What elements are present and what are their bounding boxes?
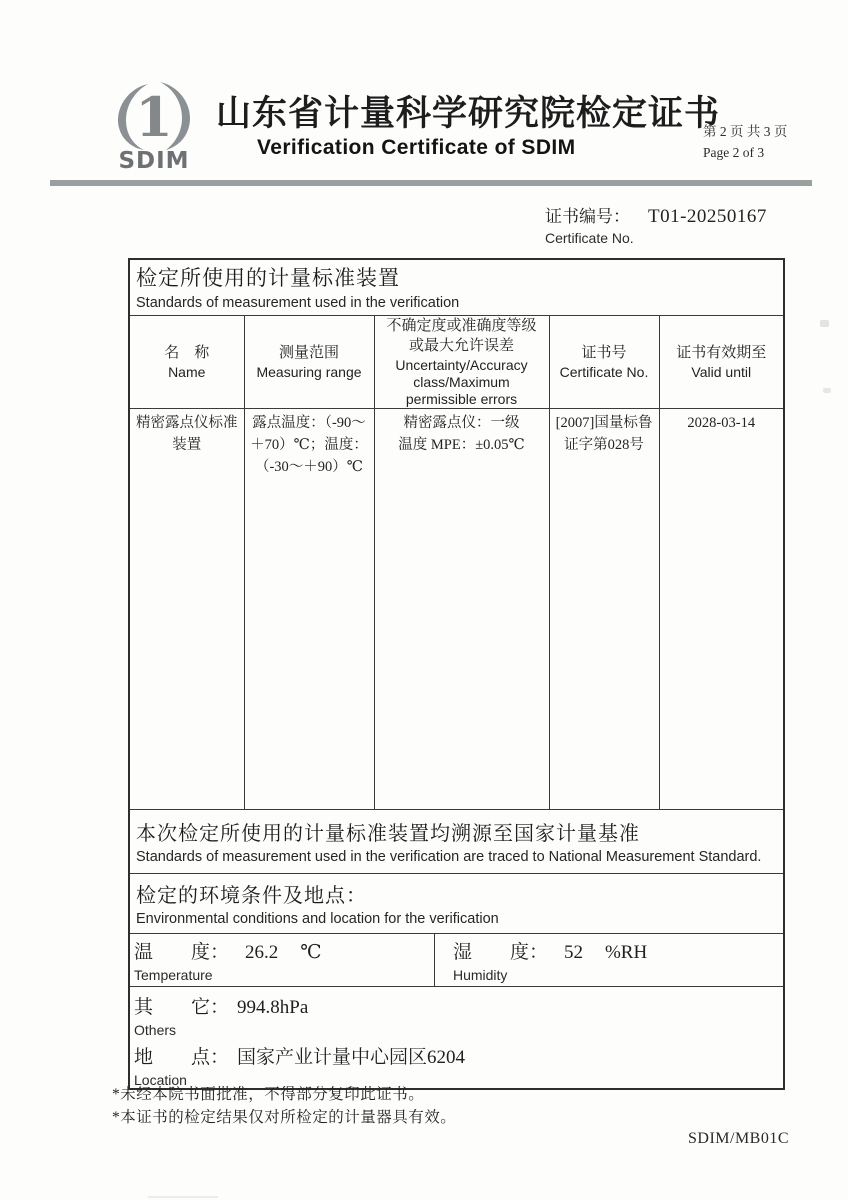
col-uncertainty-zh: 不确定度或准确度等级或最大允许误差 bbox=[386, 317, 537, 354]
location-value: 国家产业计量中心园区6204 bbox=[237, 1047, 466, 1069]
cell-valid-until bbox=[659, 409, 784, 810]
humidity-value: 52 bbox=[563, 942, 583, 964]
traceability-zh: 本次检定所使用的计量标准装置均溯源至国家计量基准 bbox=[136, 822, 640, 845]
col-header-valid bbox=[659, 316, 784, 409]
range-line3: （-30～＋90）℃ bbox=[254, 458, 364, 475]
col-certno-en: Certificate No. bbox=[559, 364, 649, 381]
environment-header-row bbox=[129, 874, 784, 934]
form-code: SDIM/MB01C bbox=[688, 1130, 790, 1147]
location-label-zh: 地 点： bbox=[134, 1047, 230, 1069]
accuracy-line1: 精密露点仪：一级 bbox=[403, 415, 520, 432]
certificate-number-label-zh: 证书编号： bbox=[545, 207, 630, 226]
cell-standard-certno bbox=[549, 409, 659, 810]
temperature-unit: ℃ bbox=[300, 942, 322, 964]
col-certno-zh: 证书号 bbox=[581, 343, 627, 361]
certificate-number-block bbox=[545, 202, 805, 246]
cell-accuracy bbox=[374, 409, 549, 810]
humidity-unit: %RH bbox=[604, 942, 648, 964]
range-line2: ＋70）℃；温度： bbox=[250, 436, 368, 453]
device-name-line1: 精密露点仪标准 bbox=[136, 415, 238, 432]
col-header-certno bbox=[549, 316, 659, 409]
humidity-cell bbox=[435, 934, 783, 986]
header-divider bbox=[50, 180, 812, 186]
temperature-label-en: Temperature bbox=[134, 967, 213, 984]
standard-certno-line2: 证字第028号 bbox=[564, 436, 644, 453]
logo-text: SDIM bbox=[118, 148, 190, 172]
humidity-label-zh: 湿 度： bbox=[452, 942, 548, 964]
standard-certno-line1: [2007]国量标鲁 bbox=[555, 415, 653, 432]
page-indicator-zh: 第 2 页 共 3 页 bbox=[703, 124, 788, 139]
range-line1: 露点温度：（-90～ bbox=[252, 415, 366, 432]
cell-device-name bbox=[129, 409, 244, 810]
standards-title-zh: 检定所使用的计量标准装置 bbox=[136, 267, 400, 290]
humidity-label-en: Humidity bbox=[452, 967, 508, 984]
environment-title-en: Environmental conditions and location for the verification bbox=[136, 910, 499, 927]
col-name-en: Name bbox=[168, 364, 206, 381]
page-subtitle: Verification Certificate of SDIM bbox=[257, 136, 576, 159]
footnote-2: *本证书的检定结果仅对所检定的计量器具有效。 bbox=[112, 1109, 457, 1127]
temp-humidity-row bbox=[129, 934, 784, 987]
temperature-value: 26.2 bbox=[245, 942, 279, 964]
valid-until-value: 2028-03-14 bbox=[687, 415, 756, 432]
col-header-range bbox=[244, 316, 374, 409]
scan-artifact bbox=[148, 1196, 218, 1198]
others-location-row bbox=[129, 987, 784, 1090]
traceability-en: Standards of measurement used in the verification are traced to National Measurement Standard. bbox=[136, 848, 762, 865]
temperature-label-zh: 温 度： bbox=[134, 942, 230, 964]
col-uncertainty-en: Uncertainty/Accuracy class/Maximum permissible errors bbox=[395, 357, 528, 408]
col-valid-en: Valid until bbox=[691, 364, 752, 381]
environment-title-zh: 检定的环境条件及地点： bbox=[136, 884, 367, 907]
standard-device-row bbox=[129, 409, 784, 810]
others-label-en: Others bbox=[134, 1022, 177, 1039]
col-header-uncertainty bbox=[374, 316, 549, 409]
accuracy-line2: 温度 MPE：±0.05℃ bbox=[398, 436, 525, 453]
certificate-number-label-en: Certificate No. bbox=[545, 230, 634, 246]
standards-title-en: Standards of measurement used in the verification bbox=[136, 295, 460, 311]
col-header-name bbox=[129, 316, 244, 409]
standards-section-header bbox=[129, 259, 784, 316]
footnotes bbox=[112, 1083, 456, 1130]
col-name-zh: 名 称 bbox=[164, 343, 210, 361]
footnote-1: *未经本院书面批准，不得部分复印此证书。 bbox=[112, 1086, 425, 1103]
temperature-cell bbox=[130, 934, 435, 986]
logo-numeral: 1 bbox=[135, 85, 173, 149]
scan-artifact bbox=[820, 320, 829, 327]
device-name-line2: 装置 bbox=[172, 436, 202, 453]
page-title: 山东省计量科学研究院检定证书 bbox=[216, 94, 721, 133]
sdim-logo-icon bbox=[110, 76, 202, 172]
others-value: 994.8hPa bbox=[237, 997, 309, 1019]
col-valid-zh: 证书有效期至 bbox=[676, 343, 767, 361]
col-range-zh: 测量范围 bbox=[278, 343, 339, 361]
others-label-zh: 其 它： bbox=[134, 997, 230, 1019]
page-indicator-en: Page 2 of 3 bbox=[703, 144, 765, 160]
certificate-number-value: T01-20250167 bbox=[648, 206, 767, 227]
page-indicator bbox=[703, 122, 813, 164]
traceability-row bbox=[129, 810, 784, 874]
location-label-en: Location bbox=[134, 1072, 187, 1089]
cell-measuring-range bbox=[244, 409, 374, 810]
standards-table bbox=[128, 258, 785, 1090]
scan-artifact bbox=[823, 388, 831, 393]
col-range-en: Measuring range bbox=[256, 364, 362, 381]
